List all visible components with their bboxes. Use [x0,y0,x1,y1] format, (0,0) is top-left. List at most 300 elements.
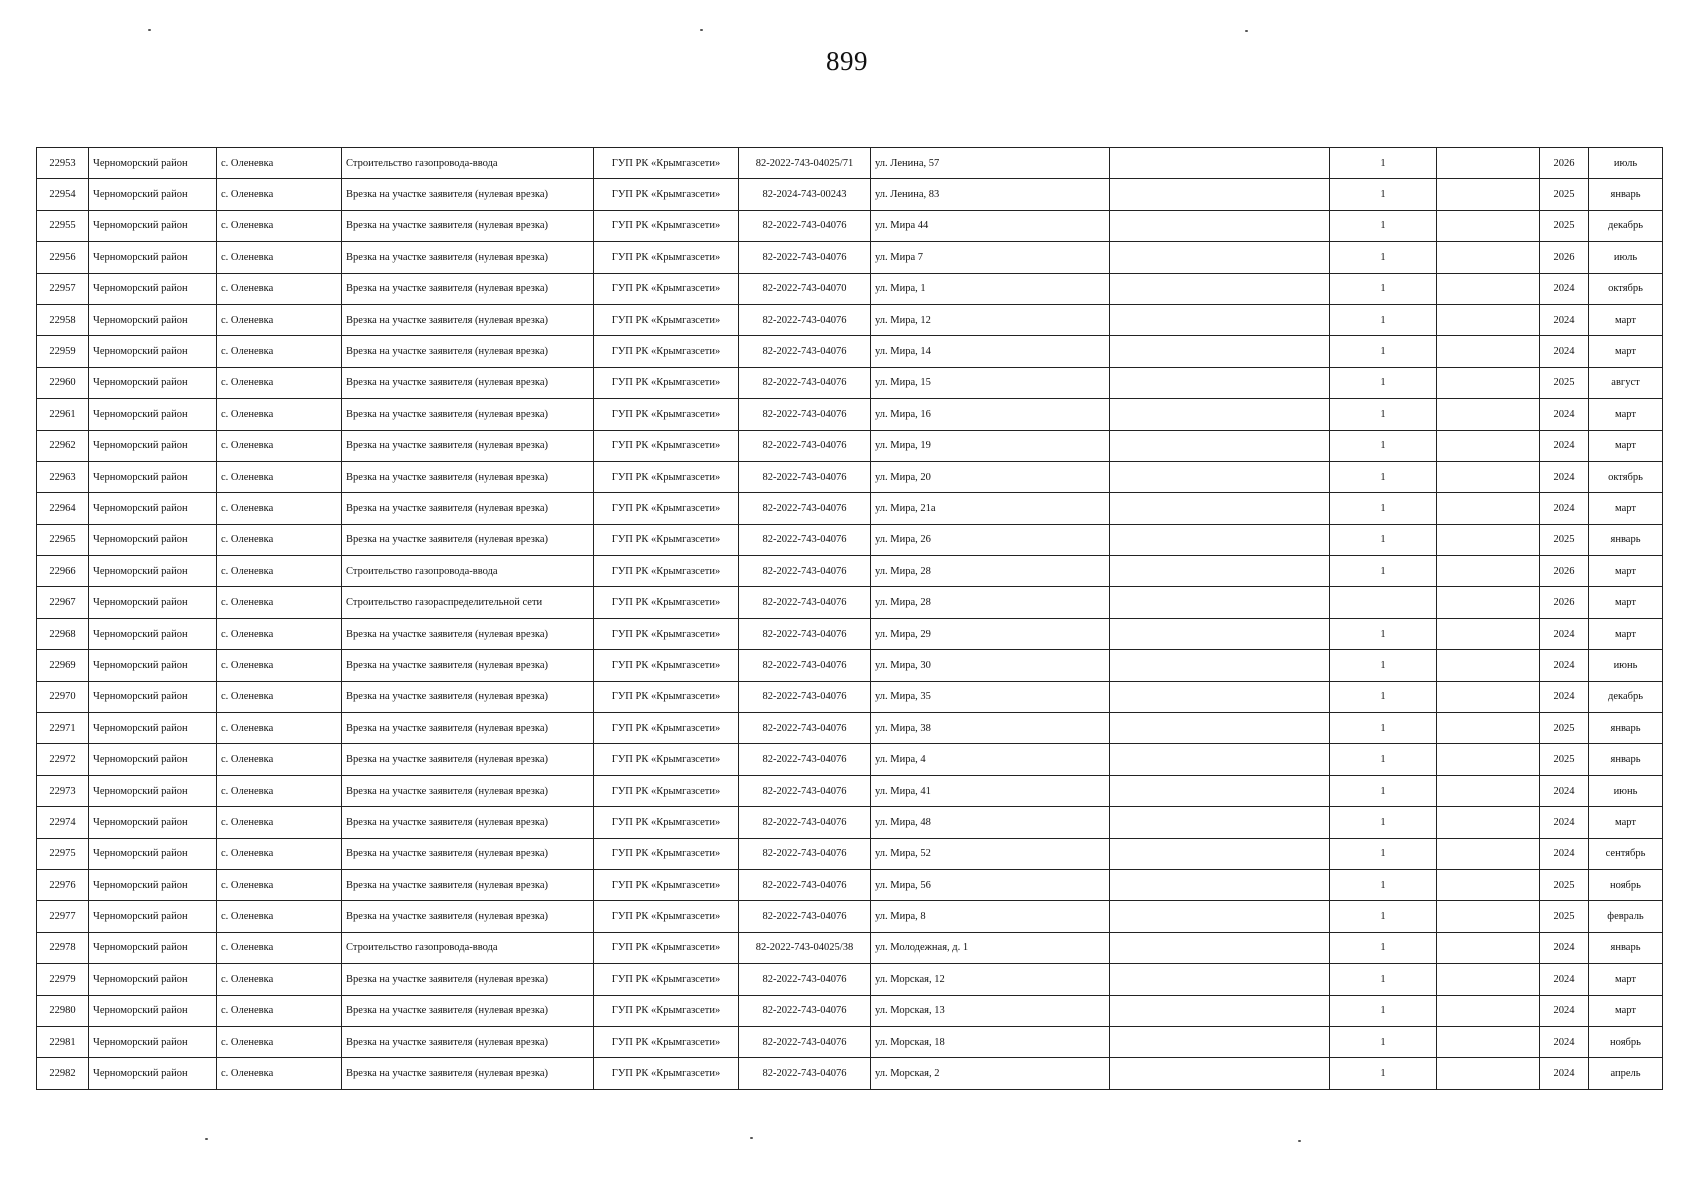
village-cell: с. Оленевка [217,618,342,649]
year-cell: 2024 [1540,650,1589,681]
organization-cell: ГУП РК «Крымгазсети» [594,461,739,492]
table-row [37,336,1663,367]
permit-code-cell: 82-2022-743-04076 [739,618,871,649]
year-cell: 2024 [1540,336,1589,367]
village-cell: с. Оленевка [217,430,342,461]
row-number-cell: 22974 [37,807,89,838]
district-cell: Черноморский район [89,775,217,806]
district-cell: Черноморский район [89,838,217,869]
year-cell: 2024 [1540,304,1589,335]
table-row [37,838,1663,869]
district-cell: Черноморский район [89,713,217,744]
village-cell: с. Оленевка [217,493,342,524]
district-cell: Черноморский район [89,995,217,1026]
row-number-cell: 22979 [37,964,89,995]
district-cell: Черноморский район [89,1026,217,1057]
permit-code-cell: 82-2022-743-04025/38 [739,932,871,963]
permit-code-cell: 82-2022-743-04076 [739,399,871,430]
quantity-cell: 1 [1330,618,1437,649]
scan-speck [1245,30,1248,32]
district-cell: Черноморский район [89,807,217,838]
row-number-cell: 22967 [37,587,89,618]
address-cell: ул. Морская, 2 [871,1058,1110,1089]
organization-cell: ГУП РК «Крымгазсети» [594,618,739,649]
district-cell: Черноморский район [89,964,217,995]
village-cell: с. Оленевка [217,242,342,273]
month-cell: июль [1589,242,1663,273]
address-cell: ул. Мира, 28 [871,556,1110,587]
address-cell: ул. Мира, 15 [871,367,1110,398]
organization-cell: ГУП РК «Крымгазсети» [594,556,739,587]
quantity-cell: 1 [1330,901,1437,932]
table-row [37,775,1663,806]
address-cell: ул. Мира, 35 [871,681,1110,712]
quantity-cell: 1 [1330,1058,1437,1089]
row-number-cell: 22956 [37,242,89,273]
table-row [37,650,1663,681]
year-cell: 2024 [1540,399,1589,430]
organization-cell: ГУП РК «Крымгазсети» [594,399,739,430]
organization-cell: ГУП РК «Крымгазсети» [594,775,739,806]
table-row [37,148,1663,179]
address-cell: ул. Морская, 12 [871,964,1110,995]
village-cell: с. Оленевка [217,901,342,932]
village-cell: с. Оленевка [217,179,342,210]
quantity-cell: 1 [1330,148,1437,179]
empty-cell [1437,399,1540,430]
table-row [37,210,1663,241]
row-number-cell: 22954 [37,179,89,210]
empty-cell [1437,932,1540,963]
page-number: 899 [826,46,868,76]
empty-cell [1110,179,1330,210]
quantity-cell: 1 [1330,838,1437,869]
organization-cell: ГУП РК «Крымгазсети» [594,964,739,995]
row-number-cell: 22972 [37,744,89,775]
scan-speck [1298,1140,1301,1142]
quantity-cell: 1 [1330,807,1437,838]
month-cell: октябрь [1589,461,1663,492]
permit-code-cell: 82-2024-743-00243 [739,179,871,210]
month-cell: март [1589,587,1663,618]
permit-code-cell: 82-2022-743-04070 [739,273,871,304]
table-row [37,713,1663,744]
month-cell: январь [1589,744,1663,775]
empty-cell [1437,681,1540,712]
permit-code-cell: 82-2022-743-04076 [739,461,871,492]
organization-cell: ГУП РК «Крымгазсети» [594,869,739,900]
row-number-cell: 22959 [37,336,89,367]
month-cell: январь [1589,524,1663,555]
year-cell: 2026 [1540,242,1589,273]
permit-code-cell: 82-2022-743-04076 [739,493,871,524]
table-row [37,399,1663,430]
address-cell: ул. Мира, 30 [871,650,1110,681]
organization-cell: ГУП РК «Крымгазсети» [594,901,739,932]
year-cell: 2026 [1540,556,1589,587]
table-row [37,273,1663,304]
village-cell: с. Оленевка [217,148,342,179]
empty-cell [1110,461,1330,492]
organization-cell: ГУП РК «Крымгазсети» [594,148,739,179]
organization-cell: ГУП РК «Крымгазсети» [594,1058,739,1089]
year-cell: 2024 [1540,964,1589,995]
work-type-cell: Врезка на участке заявителя (нулевая врезка) [342,430,594,461]
month-cell: март [1589,995,1663,1026]
quantity-cell: 1 [1330,179,1437,210]
empty-cell [1110,1026,1330,1057]
empty-cell [1110,556,1330,587]
address-cell: ул. Мира, 41 [871,775,1110,806]
district-cell: Черноморский район [89,273,217,304]
quantity-cell [1330,587,1437,618]
village-cell: с. Оленевка [217,807,342,838]
work-type-cell: Строительство газопровода-ввода [342,932,594,963]
row-number-cell: 22975 [37,838,89,869]
row-number-cell: 22968 [37,618,89,649]
quantity-cell: 1 [1330,995,1437,1026]
empty-cell [1437,304,1540,335]
empty-cell [1110,430,1330,461]
organization-cell: ГУП РК «Крымгазсети» [594,304,739,335]
work-type-cell: Врезка на участке заявителя (нулевая врезка) [342,964,594,995]
row-number-cell: 22965 [37,524,89,555]
address-cell: ул. Мира 44 [871,210,1110,241]
permit-code-cell: 82-2022-743-04076 [739,1026,871,1057]
year-cell: 2024 [1540,273,1589,304]
village-cell: с. Оленевка [217,681,342,712]
year-cell: 2024 [1540,461,1589,492]
quantity-cell: 1 [1330,461,1437,492]
empty-cell [1110,964,1330,995]
month-cell: март [1589,399,1663,430]
year-cell: 2025 [1540,179,1589,210]
address-cell: ул. Мира, 38 [871,713,1110,744]
year-cell: 2025 [1540,869,1589,900]
work-type-cell: Врезка на участке заявителя (нулевая врезка) [342,869,594,900]
empty-cell [1437,179,1540,210]
empty-cell [1437,336,1540,367]
row-number-cell: 22957 [37,273,89,304]
empty-cell [1437,1026,1540,1057]
address-cell: ул. Мира, 21а [871,493,1110,524]
village-cell: с. Оленевка [217,775,342,806]
empty-cell [1110,242,1330,273]
work-type-cell: Врезка на участке заявителя (нулевая врезка) [342,807,594,838]
scan-speck [700,29,703,31]
month-cell: июнь [1589,650,1663,681]
village-cell: с. Оленевка [217,1026,342,1057]
organization-cell: ГУП РК «Крымгазсети» [594,493,739,524]
year-cell: 2025 [1540,901,1589,932]
table-row [37,901,1663,932]
village-cell: с. Оленевка [217,1058,342,1089]
empty-cell [1437,618,1540,649]
register-table [36,147,1663,1090]
empty-cell [1110,336,1330,367]
quantity-cell: 1 [1330,744,1437,775]
village-cell: с. Оленевка [217,995,342,1026]
address-cell: ул. Мира, 56 [871,869,1110,900]
row-number-cell: 22969 [37,650,89,681]
empty-cell [1437,493,1540,524]
table-row [37,964,1663,995]
year-cell: 2024 [1540,995,1589,1026]
year-cell: 2024 [1540,618,1589,649]
village-cell: с. Оленевка [217,838,342,869]
month-cell: январь [1589,179,1663,210]
work-type-cell: Врезка на участке заявителя (нулевая врезка) [342,618,594,649]
month-cell: март [1589,618,1663,649]
address-cell: ул. Мира, 14 [871,336,1110,367]
row-number-cell: 22978 [37,932,89,963]
quantity-cell: 1 [1330,869,1437,900]
quantity-cell: 1 [1330,210,1437,241]
organization-cell: ГУП РК «Крымгазсети» [594,838,739,869]
row-number-cell: 22962 [37,430,89,461]
district-cell: Черноморский район [89,681,217,712]
permit-code-cell: 82-2022-743-04076 [739,869,871,900]
quantity-cell: 1 [1330,932,1437,963]
row-number-cell: 22971 [37,713,89,744]
row-number-cell: 22977 [37,901,89,932]
empty-cell [1110,273,1330,304]
table-row [37,1026,1663,1057]
month-cell: декабрь [1589,210,1663,241]
village-cell: с. Оленевка [217,869,342,900]
work-type-cell: Врезка на участке заявителя (нулевая врезка) [342,1026,594,1057]
address-cell: ул. Морская, 18 [871,1026,1110,1057]
village-cell: с. Оленевка [217,210,342,241]
quantity-cell: 1 [1330,1026,1437,1057]
empty-cell [1437,807,1540,838]
month-cell: ноябрь [1589,869,1663,900]
district-cell: Черноморский район [89,556,217,587]
permit-code-cell: 82-2022-743-04076 [739,587,871,618]
empty-cell [1110,210,1330,241]
village-cell: с. Оленевка [217,304,342,335]
month-cell: апрель [1589,1058,1663,1089]
year-cell: 2024 [1540,430,1589,461]
district-cell: Черноморский район [89,901,217,932]
empty-cell [1110,650,1330,681]
village-cell: с. Оленевка [217,524,342,555]
address-cell: ул. Мира, 20 [871,461,1110,492]
empty-cell [1437,650,1540,681]
year-cell: 2024 [1540,493,1589,524]
work-type-cell: Врезка на участке заявителя (нулевая врезка) [342,713,594,744]
table-row [37,995,1663,1026]
district-cell: Черноморский район [89,461,217,492]
empty-cell [1110,587,1330,618]
empty-cell [1110,148,1330,179]
address-cell: ул. Мира, 1 [871,273,1110,304]
empty-cell [1437,901,1540,932]
row-number-cell: 22980 [37,995,89,1026]
work-type-cell: Врезка на участке заявителя (нулевая врезка) [342,210,594,241]
empty-cell [1110,713,1330,744]
organization-cell: ГУП РК «Крымгазсети» [594,1026,739,1057]
month-cell: март [1589,556,1663,587]
table-row [37,493,1663,524]
month-cell: август [1589,367,1663,398]
month-cell: март [1589,304,1663,335]
empty-cell [1110,838,1330,869]
empty-cell [1437,148,1540,179]
district-cell: Черноморский район [89,148,217,179]
scan-speck [205,1138,208,1140]
year-cell: 2024 [1540,775,1589,806]
empty-cell [1110,681,1330,712]
month-cell: март [1589,430,1663,461]
organization-cell: ГУП РК «Крымгазсети» [594,242,739,273]
row-number-cell: 22976 [37,869,89,900]
row-number-cell: 22953 [37,148,89,179]
row-number-cell: 22966 [37,556,89,587]
table-row [37,242,1663,273]
district-cell: Черноморский район [89,367,217,398]
work-type-cell: Врезка на участке заявителя (нулевая врезка) [342,650,594,681]
table-row [37,556,1663,587]
row-number-cell: 22961 [37,399,89,430]
permit-code-cell: 82-2022-743-04076 [739,556,871,587]
village-cell: с. Оленевка [217,650,342,681]
work-type-cell: Врезка на участке заявителя (нулевая врезка) [342,681,594,712]
year-cell: 2025 [1540,524,1589,555]
row-number-cell: 22973 [37,775,89,806]
work-type-cell: Строительство газопровода-ввода [342,148,594,179]
row-number-cell: 22982 [37,1058,89,1089]
district-cell: Черноморский район [89,493,217,524]
scan-speck [750,1137,753,1139]
district-cell: Черноморский район [89,869,217,900]
year-cell: 2024 [1540,932,1589,963]
organization-cell: ГУП РК «Крымгазсети» [594,995,739,1026]
empty-cell [1437,210,1540,241]
village-cell: с. Оленевка [217,273,342,304]
quantity-cell: 1 [1330,399,1437,430]
month-cell: март [1589,964,1663,995]
table-row [37,179,1663,210]
permit-code-cell: 82-2022-743-04076 [739,242,871,273]
empty-cell [1110,399,1330,430]
quantity-cell: 1 [1330,650,1437,681]
address-cell: ул. Мира 7 [871,242,1110,273]
table-row [37,681,1663,712]
permit-code-cell: 82-2022-743-04025/71 [739,148,871,179]
address-cell: ул. Мира, 4 [871,744,1110,775]
address-cell: ул. Мира, 29 [871,618,1110,649]
quantity-cell: 1 [1330,964,1437,995]
table-row [37,932,1663,963]
permit-code-cell: 82-2022-743-04076 [739,367,871,398]
month-cell: март [1589,493,1663,524]
empty-cell [1110,618,1330,649]
quantity-cell: 1 [1330,304,1437,335]
year-cell: 2024 [1540,1058,1589,1089]
permit-code-cell: 82-2022-743-04076 [739,713,871,744]
year-cell: 2024 [1540,681,1589,712]
empty-cell [1437,1058,1540,1089]
quantity-cell: 1 [1330,775,1437,806]
village-cell: с. Оленевка [217,932,342,963]
address-cell: ул. Мира, 16 [871,399,1110,430]
empty-cell [1110,995,1330,1026]
year-cell: 2025 [1540,210,1589,241]
empty-cell [1437,461,1540,492]
district-cell: Черноморский район [89,524,217,555]
table-row [37,618,1663,649]
district-cell: Черноморский район [89,932,217,963]
month-cell: июнь [1589,775,1663,806]
village-cell: с. Оленевка [217,461,342,492]
work-type-cell: Врезка на участке заявителя (нулевая врезка) [342,367,594,398]
year-cell: 2026 [1540,587,1589,618]
empty-cell [1110,901,1330,932]
permit-code-cell: 82-2022-743-04076 [739,650,871,681]
village-cell: с. Оленевка [217,587,342,618]
quantity-cell: 1 [1330,430,1437,461]
work-type-cell: Врезка на участке заявителя (нулевая врезка) [342,901,594,932]
organization-cell: ГУП РК «Крымгазсети» [594,210,739,241]
work-type-cell: Врезка на участке заявителя (нулевая врезка) [342,242,594,273]
month-cell: февраль [1589,901,1663,932]
organization-cell: ГУП РК «Крымгазсети» [594,932,739,963]
table-row [37,1058,1663,1089]
empty-cell [1437,430,1540,461]
year-cell: 2024 [1540,1026,1589,1057]
empty-cell [1110,869,1330,900]
table-row [37,304,1663,335]
month-cell: январь [1589,932,1663,963]
work-type-cell: Врезка на участке заявителя (нулевая врезка) [342,493,594,524]
address-cell: ул. Мира, 8 [871,901,1110,932]
permit-code-cell: 82-2022-743-04076 [739,995,871,1026]
year-cell: 2025 [1540,744,1589,775]
permit-code-cell: 82-2022-743-04076 [739,807,871,838]
work-type-cell: Врезка на участке заявителя (нулевая врезка) [342,1058,594,1089]
quantity-cell: 1 [1330,493,1437,524]
organization-cell: ГУП РК «Крымгазсети» [594,807,739,838]
work-type-cell: Врезка на участке заявителя (нулевая врезка) [342,524,594,555]
table-row [37,744,1663,775]
quantity-cell: 1 [1330,367,1437,398]
table-body [37,148,1663,1090]
year-cell: 2025 [1540,367,1589,398]
quantity-cell: 1 [1330,273,1437,304]
empty-cell [1110,304,1330,335]
work-type-cell: Врезка на участке заявителя (нулевая врезка) [342,304,594,335]
month-cell: ноябрь [1589,1026,1663,1057]
empty-cell [1110,1058,1330,1089]
table-row [37,807,1663,838]
empty-cell [1437,964,1540,995]
permit-code-cell: 82-2022-743-04076 [739,210,871,241]
month-cell: январь [1589,713,1663,744]
village-cell: с. Оленевка [217,367,342,398]
quantity-cell: 1 [1330,336,1437,367]
row-number-cell: 22960 [37,367,89,398]
organization-cell: ГУП РК «Крымгазсети» [594,430,739,461]
month-cell: октябрь [1589,273,1663,304]
row-number-cell: 22981 [37,1026,89,1057]
year-cell: 2024 [1540,807,1589,838]
empty-cell [1437,556,1540,587]
empty-cell [1110,493,1330,524]
empty-cell [1437,713,1540,744]
empty-cell [1437,744,1540,775]
empty-cell [1437,587,1540,618]
